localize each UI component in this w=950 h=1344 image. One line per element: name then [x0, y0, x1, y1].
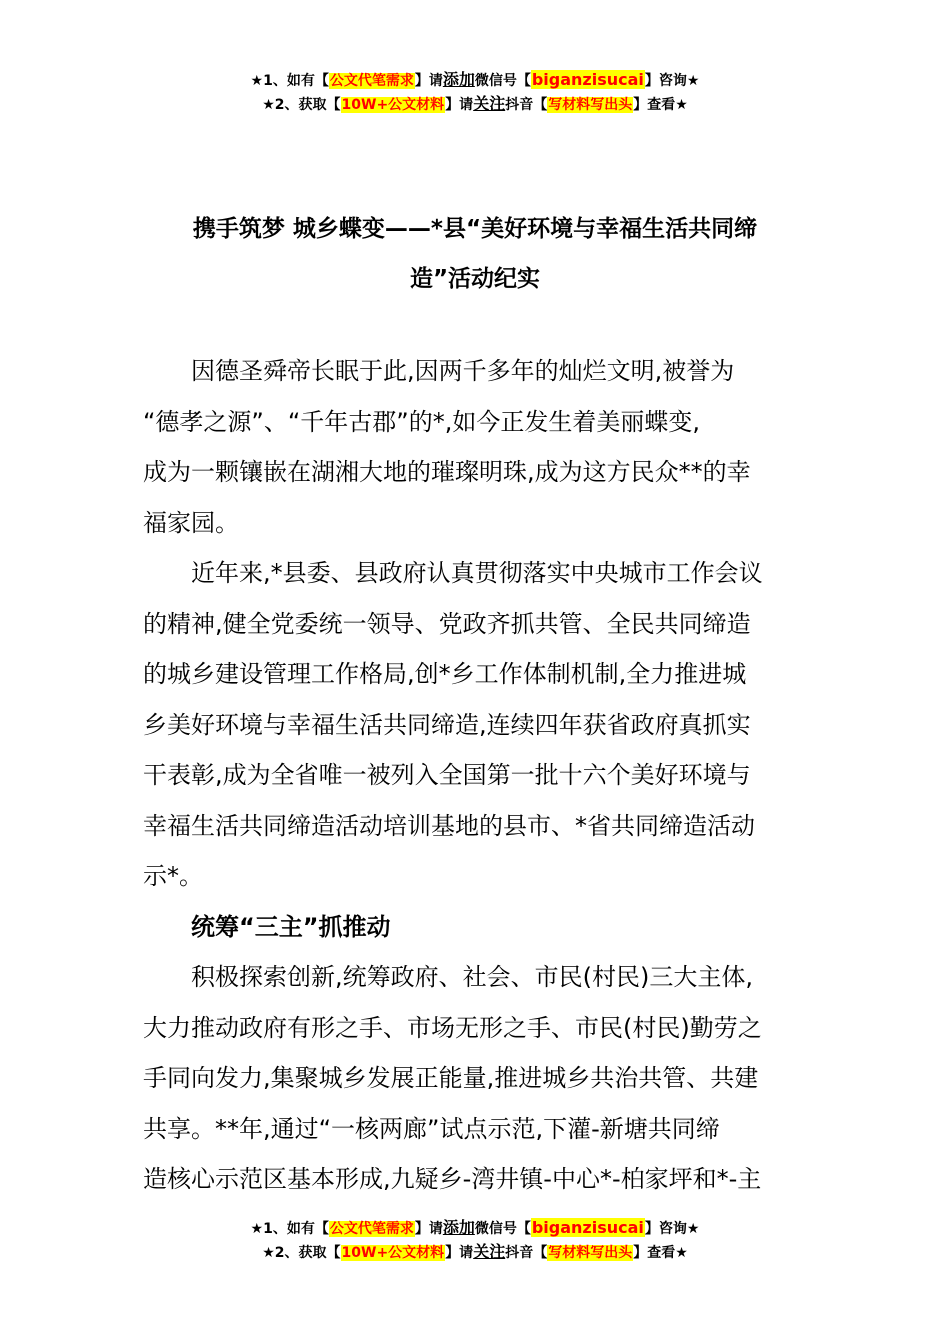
banner-text: 】请: [414, 73, 443, 89]
body-line: 共享。**年,通过“一核两廊”试点示范,下灌-新塘共同缔: [143, 1114, 720, 1143]
title-line-2: 造”活动纪实: [409, 266, 541, 292]
title-line-1: 携手筑梦 城乡蝶变——*县“美好环境与幸福生活共同缔: [192, 216, 758, 242]
section-heading: 统筹“三主”抓推动: [191, 912, 391, 941]
body-line: 造核心示范区基本形成,九疑乡-湾井镇-中心*-柏家坪和*-主: [143, 1165, 762, 1193]
banner-text: 】咨询★: [644, 73, 700, 89]
banner-underline: 关注: [473, 1242, 506, 1261]
body-line: 近年来,*县委、县政府认真贯彻落实中央城市工作会议: [191, 559, 763, 587]
banner-highlight-wechat: biganzisucai: [531, 70, 644, 89]
banner-text: ★1、如有【: [250, 73, 329, 89]
banner-highlight: 公文代笔需求: [329, 73, 414, 89]
banner-line-1: [0, 68, 950, 92]
banner-text: 微信号【: [474, 1221, 531, 1237]
document-body: [143, 346, 808, 1205]
banner-highlight-douyin: 写材料写出头: [548, 97, 633, 113]
banner-underline: 添加: [442, 70, 475, 89]
banner-text: 抖音【: [505, 97, 548, 113]
body-line: 乡美好环境与幸福生活共同缔造,连续四年获省政府真抓实: [143, 710, 751, 739]
banner-text: 】请: [445, 1245, 474, 1261]
banner-text: 】查看★: [633, 1245, 688, 1261]
banner-text: 】请: [414, 1221, 443, 1237]
body-line: 福家园。: [143, 508, 239, 537]
body-line: 成为一颗镶嵌在湖湘大地的璀璨明珠,成为这方民众**的幸: [143, 458, 751, 486]
bottom-banner: [0, 1216, 950, 1264]
banner-text: 】请: [445, 97, 474, 113]
top-banner: [0, 68, 950, 116]
banner-text: 】咨询★: [644, 1221, 700, 1237]
body-line: “德孝之源”、“千年古郡”的*,如今正发生着美丽蝶变,: [143, 407, 700, 436]
body-line: 积极探索创新,统筹政府、社会、市民(村民)三大主体,: [191, 963, 753, 991]
banner-text: ★2、获取【: [262, 97, 341, 113]
banner-highlight-douyin: 写材料写出头: [548, 1245, 633, 1261]
banner-highlight: 公文代笔需求: [329, 1221, 414, 1237]
banner-line-2: [0, 1240, 950, 1264]
banner-underline: 关注: [473, 94, 506, 113]
banner-highlight: 10W+公文材料: [341, 1245, 445, 1261]
body-line: 因德圣舜帝长眠于此,因两千多年的灿烂文明,被誉为: [191, 357, 735, 385]
body-line: 示*。: [143, 862, 203, 890]
body-line: 大力推动政府有形之手、市场无形之手、市民(村民)勤劳之: [143, 1013, 762, 1042]
body-line: 的城乡建设管理工作格局,创*乡工作体制机制,全力推进城: [143, 660, 747, 688]
banner-line-2: [0, 92, 950, 116]
body-line: 幸福生活共同缔造活动培训基地的县市、*省共同缔造活动: [143, 811, 755, 840]
banner-text: ★2、获取【: [262, 1245, 341, 1261]
body-line: 干表彰,成为全省唯一被列入全国第一批十六个美好环境与: [143, 761, 751, 789]
banner-text: 】查看★: [633, 97, 688, 113]
body-line: 的精神,健全党委统一领导、党政齐抓共管、全民共同缔造: [143, 609, 751, 638]
banner-highlight: 10W+公文材料: [341, 97, 445, 113]
banner-text: 微信号【: [474, 73, 531, 89]
body-line: 手同向发力,集聚城乡发展正能量,推进城乡共治共管、共建: [143, 1064, 759, 1092]
banner-line-1: [0, 1216, 950, 1240]
document-title: [140, 204, 810, 304]
banner-text: ★1、如有【: [250, 1221, 329, 1237]
banner-underline: 添加: [442, 1218, 475, 1237]
banner-text: 抖音【: [505, 1245, 548, 1261]
banner-highlight-wechat: biganzisucai: [531, 1218, 644, 1237]
